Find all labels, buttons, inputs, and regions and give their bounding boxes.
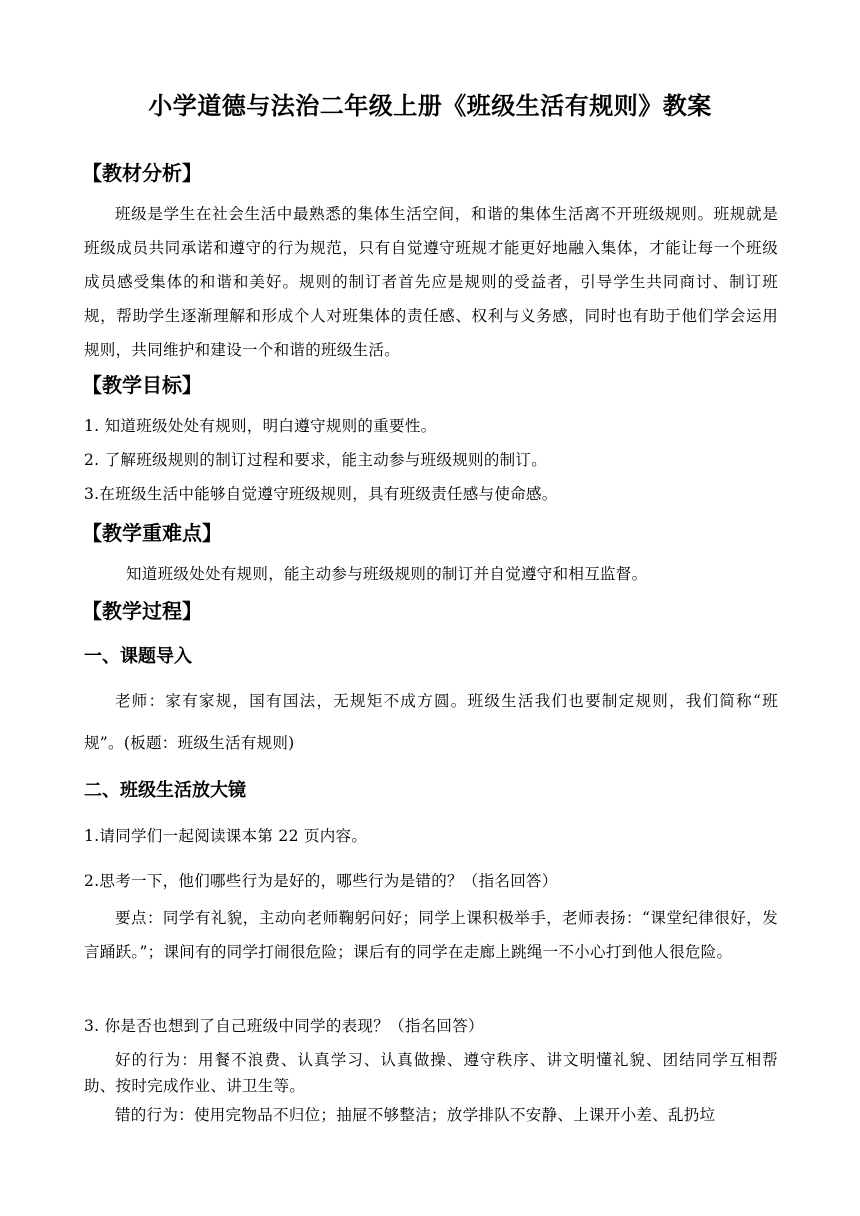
key-points-paragraph: 知道班级处处有规则，能主动参与班级规则的制订并自觉遵守和相互监督。	[126, 565, 648, 583]
objective-item-2: 2. 了解班级规则的制订过程和要求，能主动参与班级规则的制订。	[84, 451, 548, 469]
process-part2-step2: 2.思考一下，他们哪些行为是好的，哪些行为是错的？（指名回答）	[84, 872, 558, 890]
process-part2-good-behavior: 好的行为：用餐不浪费、认真学习、认真做操、遵守秩序、讲文明懂礼貌、团结同学互相帮助、按时完成作业、讲卫生等。	[84, 1051, 778, 1095]
process-part1-paragraph: 老师：家有家规，国有国法，无规矩不成方圆。班级生活我们也要制定规则，我们简称“班规”。(板题：班级生活有规则)	[84, 692, 778, 752]
process-part2-step3: 3. 你是否也想到了自己班级中同学的表现？（指名回答）	[84, 1017, 484, 1035]
section-heading-material-analysis: 【教材分析】	[82, 161, 202, 185]
objective-item-1: 1. 知道班级处处有规则，明白遵守规则的重要性。	[84, 417, 437, 435]
process-part2-step2-points: 要点：同学有礼貌，主动向老师鞠躬问好；同学上课积极举手，老师表扬：“课堂纪律很好，发言踊跃。”；课间有的同学打闹很危险；课后有的同学在走廊上跳绳一不小心打到他人很危险。	[84, 909, 778, 961]
process-part1-heading: 一、课题导入	[84, 646, 192, 667]
section-heading-process: 【教学过程】	[82, 599, 202, 623]
document-title: 小学道德与法治二年级上册《班级生活有规则》教案	[148, 92, 712, 120]
material-analysis-paragraph: 班级是学生在社会生活中最熟悉的集体生活空间，和谐的集体生活离不开班级规则。班规就是班级成员共同承诺和遵守的行为规范，只有自觉遵守班规才能更好地融入集体，才能让每一个班级成员感受集体的和谐和美好。规则的制订者首先应是规则的受益者，引导学生共同商讨、制订班规，帮助学生逐渐理解和形成个人对班集体的责任感、权利与义务感，同时也有助于他们学会运用规则，共同维护和建设一个和谐的班级生活。	[84, 205, 778, 359]
objective-item-3: 3.在班级生活中能够自觉遵守班级规则，具有班级责任感与使命感。	[84, 485, 558, 503]
section-heading-key-points: 【教学重难点】	[82, 521, 222, 545]
process-part2-bad-behavior: 错的行为：使用完物品不归位；抽屉不够整洁；放学排队不安静、上课开小差、乱扔垃	[115, 1106, 716, 1124]
process-part2-heading: 二、班级生活放大镜	[84, 780, 246, 801]
section-heading-objectives: 【教学目标】	[82, 373, 202, 397]
process-part2-step1: 1.请同学们一起阅读课本第 22 页内容。	[84, 827, 368, 845]
